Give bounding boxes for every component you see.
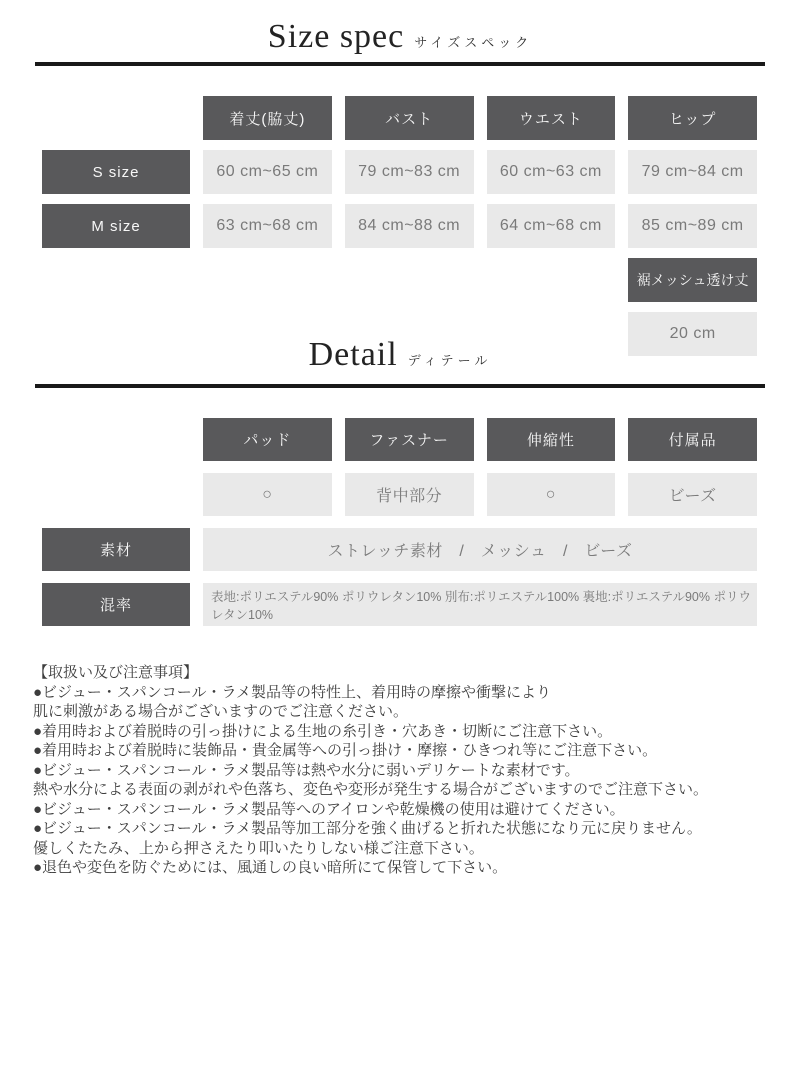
care-note-line: ●ビジュー・スパンコール・ラメ製品等へのアイロンや乾燥機の使用は避けてください。 [33,800,625,818]
detail-column-header-stretch: 伸縮性 [487,418,616,461]
care-note-line: 肌に刺激がある場合がございますのでご注意ください。 [33,703,409,720]
size-column-header-hip: ヒップ [628,96,757,140]
detail-title [0,336,800,374]
detail-title-en: Detail [308,336,398,373]
detail-cell-pad: ○ [203,473,332,516]
detail-cell-stretch: ○ [487,473,616,516]
size-spec-divider [35,62,765,66]
size-cell-s-length: 60 cm~65 cm [203,150,332,194]
size-cell-m-waist: 64 cm~68 cm [487,204,616,248]
size-column-header-bust: バスト [345,96,474,140]
care-note-line: ●ビジュー・スパンコール・ラメ製品等の特性上、着用時の摩擦や衝撃により [33,683,552,701]
blend-row-label: 混率 [42,583,190,626]
care-note-line: 熱や水分による表面の剥がれや色落ち、変色や変形が発生する場合がございますのでご注意下さい。 [33,781,709,798]
size-cell-m-bust: 84 cm~88 cm [345,204,474,248]
care-note-line: 優しくたたみ、上から押さえたり叩いたりしない様ご注意下さい。 [33,839,484,857]
care-notes-heading: 【取扱い及び注意事項】 [33,664,199,681]
detail-column-header-fastener: ファスナー [345,418,474,461]
care-note-line: ●退色や変色を防ぐためには、風通しの良い暗所にて保管して下さい。 [33,859,508,876]
material-row-value: ストレッチ素材 / メッシュ / ビーズ [203,528,757,571]
size-cell-s-hip: 79 cm~84 cm [628,150,757,194]
size-spec-title-ja: サイズスペック [414,35,533,50]
detail-table-spacer [42,418,190,461]
size-spec-title [0,18,800,56]
care-note-line: ●ビジュー・スパンコール・ラメ製品等は熱や水分に弱いデリケートな素材です。 [33,761,580,779]
blend-row-value: 表地:ポリエステル90% ポリウレタン10% 別布:ポリエステル100% 裏地:ポリエステル90% ポリウレタン10% [203,583,757,626]
size-cell-m-hip: 85 cm~89 cm [628,204,757,248]
size-cell-s-waist: 60 cm~63 cm [487,150,616,194]
detail-column-header-accessory: 付属品 [628,418,757,461]
care-notes [33,663,783,878]
care-note-line: ●着用時および着脱時に装飾品・貴金属等への引っ掛け・摩擦・ひきつれ等にご注意下さい。 [33,742,658,759]
material-row-label: 素材 [42,528,190,571]
size-column-header-length: 着丈(脇丈) [203,96,332,140]
care-note-line: ●ビジュー・スパンコール・ラメ製品等加工部分を強く曲げると折れた状態になり元に戻りません。 [33,820,702,837]
hem-mesh-value: 20 cm [628,312,757,356]
care-note-line: ●着用時および着脱時の引っ掛けによる生地の糸引き・穴あき・切断にご注意下さい。 [33,722,613,740]
detail-table-spacer [42,473,190,516]
size-spec-title-en: Size spec [267,18,405,55]
detail-title-ja: ディテール [407,353,492,368]
size-table [42,96,757,356]
detail-column-header-pad: パッド [203,418,332,461]
detail-table [42,418,757,626]
size-row-label-m: M size [42,204,190,248]
detail-cell-accessory: ビーズ [628,473,757,516]
size-row-label-s: S size [42,150,190,194]
size-cell-m-length: 63 cm~68 cm [203,204,332,248]
size-cell-s-bust: 79 cm~83 cm [345,150,474,194]
detail-cell-fastener: 背中部分 [345,473,474,516]
detail-divider [35,384,765,388]
size-table-spacer [42,96,190,140]
size-column-header-waist: ウエスト [487,96,616,140]
hem-mesh-header: 裾メッシュ透け丈 [628,258,757,302]
